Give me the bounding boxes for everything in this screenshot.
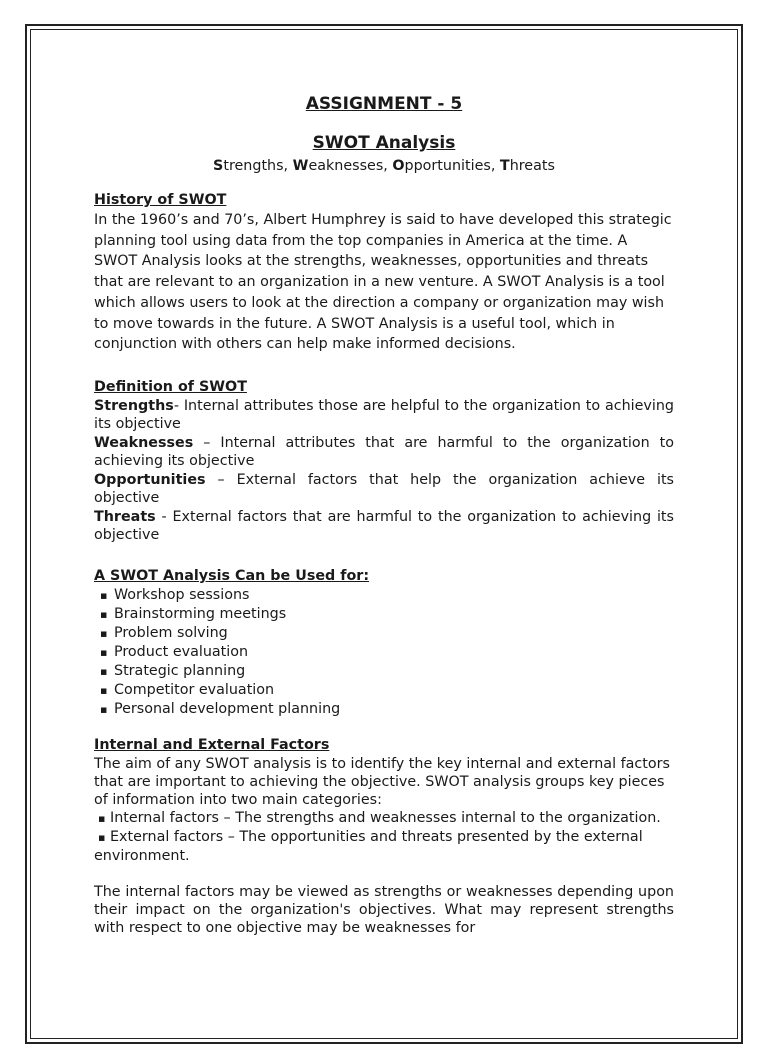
tagline-rest: trengths, xyxy=(223,158,293,174)
bullet-icon: ▪ xyxy=(100,645,108,659)
list-item: ▪ Competitor evaluation xyxy=(100,681,275,698)
list-item: ▪ Strategic planning xyxy=(100,662,246,679)
factors-closing: The internal factors may be viewed as strengths or weaknesses depending upon their impact on the organization's objectives. What may represent strengths with respect to one objective may be weaknesses for xyxy=(94,883,674,936)
history-paragraph: In the 1960’s and 70’s, Albert Humphrey is said to have developed this strategic planning tool using data from the top companies in America at the time. A SWOT Analysis looks at the strengths, weaknesses, opportunities and threats that are relevant to an organization in a new venture. A SWOT Analysis is a tool which allows users to look at the direction a company or organization may wish to move towards in the future. A SWOT Analysis is a useful tool, which in conjunction with others can help make informed decisions. xyxy=(94,212,672,353)
bullet-icon: ▪ xyxy=(98,830,106,844)
definition-term: Weaknesses xyxy=(94,434,194,451)
tagline-rest: eaknesses, xyxy=(308,158,393,174)
list-item: ▪ Problem solving xyxy=(100,624,228,641)
bullet-icon: ▪ xyxy=(100,626,108,640)
factor-internal: ▪ Internal factors – The strengths and weaknesses internal to the organization. xyxy=(94,809,674,828)
factor-external: ▪ External factors – The opportunities and threats presented by the external environment. xyxy=(94,828,643,864)
list-item: ▪ Workshop sessions xyxy=(100,586,250,603)
uses-list xyxy=(94,586,674,719)
history-heading: History of SWOT xyxy=(94,192,227,208)
list-item: ▪ Personal development planning xyxy=(100,700,341,717)
definition-text: - External factors that are harmful to the organization to achieving its objective xyxy=(94,508,674,543)
definition-item xyxy=(94,508,674,544)
list-item: ▪ Product evaluation xyxy=(100,643,249,660)
list-item: ▪ Brainstorming meetings xyxy=(100,605,287,622)
bullet-icon: ▪ xyxy=(100,664,108,678)
assignment-title: ASSIGNMENT - 5 xyxy=(305,94,463,114)
factors-intro: The aim of any SWOT analysis is to identify the key internal and external factors that are important to achieving the objective. SWOT analysis groups key pieces of information into two main categories: xyxy=(94,755,670,808)
tagline-initial: S xyxy=(213,158,224,174)
definition-term: Threats xyxy=(94,508,156,525)
tagline-initial: O xyxy=(392,158,405,174)
definition-heading: Definition of SWOT xyxy=(94,378,247,395)
definition-text: - Internal attributes those are helpful to the organization to achieving its objective xyxy=(94,397,674,432)
uses-heading: A SWOT Analysis Can be Used for: xyxy=(94,567,370,584)
bullet-icon: ▪ xyxy=(100,588,108,602)
definition-item xyxy=(94,434,674,470)
definition-text: – External factors that help the organization achieve its objective xyxy=(94,471,674,506)
document-body xyxy=(94,92,674,937)
definition-item xyxy=(94,397,674,433)
tagline-initial: T xyxy=(499,158,510,174)
tagline-rest: hreats xyxy=(509,158,555,174)
swot-tagline xyxy=(94,156,674,176)
bullet-icon: ▪ xyxy=(100,607,108,621)
bullet-icon: ▪ xyxy=(100,683,108,697)
tagline-initial: W xyxy=(292,158,309,174)
definition-item xyxy=(94,471,674,507)
tagline-rest: pportunities, xyxy=(404,158,500,174)
definition-text: – Internal attributes that are harmful to the organization to achieving its objective xyxy=(94,434,674,469)
factors-heading: Internal and External Factors xyxy=(94,736,330,753)
definition-term: Strengths xyxy=(94,397,174,414)
document-subtitle: SWOT Analysis xyxy=(312,133,456,153)
definition-term: Opportunities xyxy=(94,471,206,488)
bullet-icon: ▪ xyxy=(98,811,106,825)
bullet-icon: ▪ xyxy=(100,702,108,716)
